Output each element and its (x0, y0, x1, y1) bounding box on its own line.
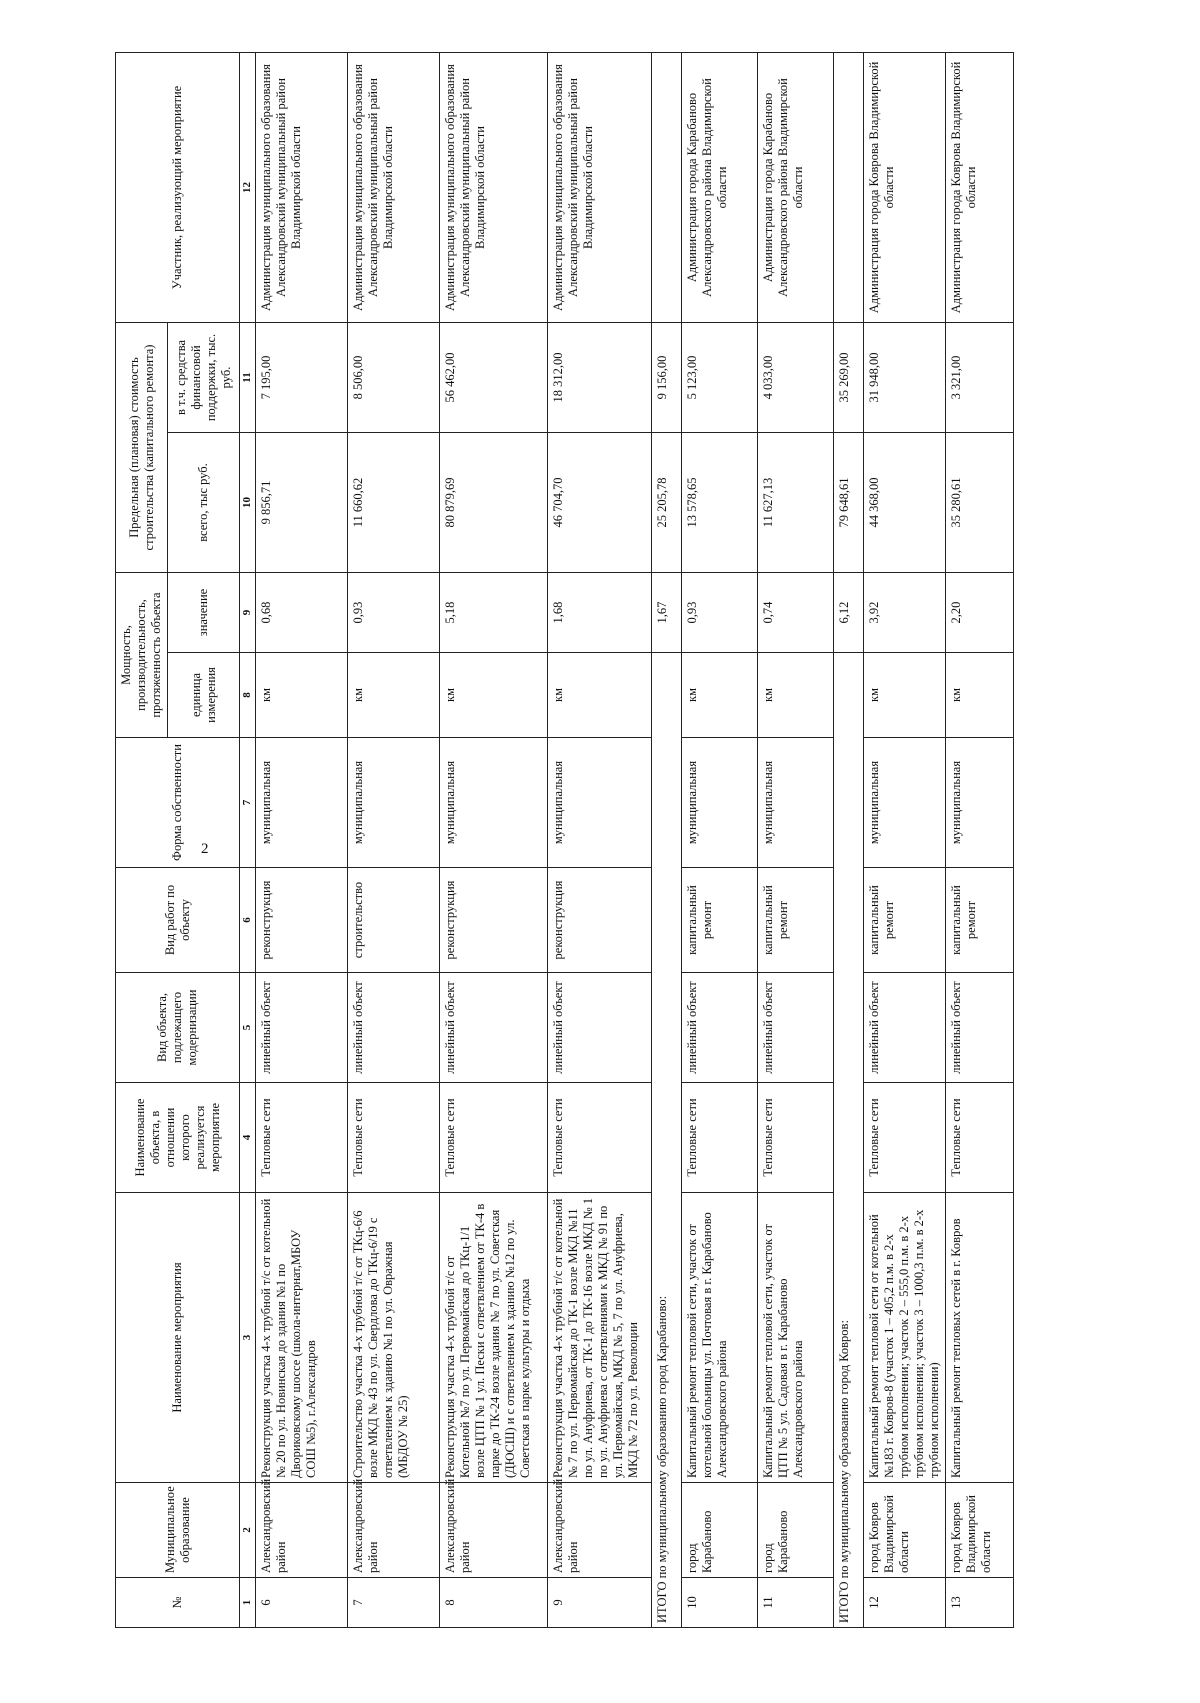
col-num: 2 (240, 1483, 256, 1578)
header-ownership: Форма собственности (116, 738, 240, 868)
row-unit: км (864, 653, 946, 738)
row-value: 0,74 (758, 573, 834, 653)
header-cost: Предельная (плановая) стоимость строительства (капитального ремонта) (116, 323, 168, 573)
row-number: 10 (682, 1578, 758, 1628)
row-participant: Администрация муниципального образования Александровский муниципальный район Владимирской области (440, 53, 548, 323)
row-object-name: Тепловые сети (440, 1083, 548, 1193)
row-object-name: Тепловые сети (864, 1083, 946, 1193)
table-row (440, 53, 548, 1628)
header-power: Мощность, производительность, протяженность объекта (116, 573, 168, 738)
row-object-name: Тепловые сети (946, 1083, 1014, 1193)
row-object-name: Тепловые сети (682, 1083, 758, 1193)
row-total-cost: 46 704,70 (548, 433, 652, 573)
row-municipality: город Карабаново (758, 1483, 834, 1578)
row-total-cost: 13 578,65 (682, 433, 758, 573)
row-measure-name: Капитальный ремонт тепловой сети, участок от котельной больницы ул. Почтовая в г. Карабаново Александровского района (682, 1193, 758, 1483)
row-support: 3 321,00 (946, 323, 1014, 433)
row-value: 0,93 (682, 573, 758, 653)
row-measure-name: Реконструкция участка 4-х трубной т/с от котельной № 7 по ул. Первомайская до ТК-1 возле МКД №11 по ул. Ануфриева, от ТК-1 до ТК-16 возле МКД № 1 по ул. Ануфриева с ответвлениями к МКД № 91 по ул. Первомайская, МКД № 5, 7 по ул. Ануфриева, МКД № 72 по ул. Революции (548, 1193, 652, 1483)
col-num: 3 (240, 1193, 256, 1483)
table-row (256, 53, 348, 1628)
rotated-table-container (115, 53, 1115, 1628)
row-ownership: муниципальная (256, 738, 348, 868)
row-measure-name: Реконструкция участка 4-х трубной т/с от котельной № 20 по ул. Новинская до здания №1 по Двориковскому шоссе (школа-интернат,МБОУ СОШ №5), г.Александров (256, 1193, 348, 1483)
measures-table (115, 52, 1014, 1628)
total-label: ИТОГО по муниципальному образованию город Ковров: (834, 653, 864, 1628)
row-total-cost: 11 627,13 (758, 433, 834, 573)
row-value: 0,93 (348, 573, 440, 653)
header-measure-name: Наименование мероприятия (116, 1193, 240, 1483)
row-total-cost: 44 368,00 (864, 433, 946, 573)
header-object-name: Наименование объекта, в отношении которого реализуется мероприятие (116, 1083, 240, 1193)
row-work-type: капитальный ремонт (758, 868, 834, 973)
row-number: 11 (758, 1578, 834, 1628)
row-work-type: капитальный ремонт (946, 868, 1014, 973)
total-participant-empty (834, 53, 864, 323)
row-total-cost: 11 660,62 (348, 433, 440, 573)
col-num: 12 (240, 53, 256, 323)
row-support: 7 195,00 (256, 323, 348, 433)
row-value: 5,18 (440, 573, 548, 653)
row-ownership: муниципальная (946, 738, 1014, 868)
row-ownership: муниципальная (348, 738, 440, 868)
row-support: 5 123,00 (682, 323, 758, 433)
row-object-name: Тепловые сети (758, 1083, 834, 1193)
row-number: 13 (946, 1578, 1014, 1628)
row-ownership: муниципальная (440, 738, 548, 868)
row-participant: Администрация муниципального образования Александровский муниципальный район Владимирской области (348, 53, 440, 323)
row-work-type: реконструкция (440, 868, 548, 973)
row-value: 0,68 (256, 573, 348, 653)
row-total-cost: 35 280,61 (946, 433, 1014, 573)
row-municipality: Александровский район (548, 1483, 652, 1578)
total-value: 1,67 (652, 573, 682, 653)
row-total-cost: 9 856,71 (256, 433, 348, 573)
row-object-type: линейный объект (946, 973, 1014, 1083)
row-object-type: линейный объект (256, 973, 348, 1083)
row-participant: Администрация города Коврова Владимирской области (864, 53, 946, 323)
col-num: 10 (240, 433, 256, 573)
header-work-type: Вид работ по объекту (116, 868, 240, 973)
row-number: 7 (348, 1578, 440, 1628)
total-cost: 79 648,61 (834, 433, 864, 573)
row-support: 18 312,00 (548, 323, 652, 433)
row-measure-name: Капитальный ремонт тепловых сетей в г. Ковров (946, 1193, 1014, 1483)
total-participant-empty (652, 53, 682, 323)
row-ownership: муниципальная (864, 738, 946, 868)
table-row (758, 53, 834, 1628)
row-measure-name: Строительство участка 4-х трубной т/с от ТКц-6/6 возле МКД № 43 по ул. Свердлова до ТКц-6/19 с ответвлением к зданию №1 по ул. Овражная (МБДОУ № 25) (348, 1193, 440, 1483)
row-participant: Администрация муниципального образования Александровский муниципальный район Владимирской области (256, 53, 348, 323)
row-work-type: строительство (348, 868, 440, 973)
row-number: 6 (256, 1578, 348, 1628)
row-municipality: город Ковров Владимирской области (864, 1483, 946, 1578)
col-num: 11 (240, 323, 256, 433)
row-object-type: линейный объект (864, 973, 946, 1083)
total-row (834, 53, 864, 1628)
header-participant: Участник, реализующий мероприятие (116, 53, 240, 323)
table-row (548, 53, 652, 1628)
row-measure-name: Капитальный ремонт тепловой сети, участок от ЦТП № 5 ул. Садовая в г. Карабаново Александровского района (758, 1193, 834, 1483)
header-value: значение (168, 573, 240, 653)
row-municipality: Александровский район (440, 1483, 548, 1578)
row-object-name: Тепловые сети (348, 1083, 440, 1193)
row-support: 56 462,00 (440, 323, 548, 433)
col-num: 9 (240, 573, 256, 653)
total-support: 9 156,00 (652, 323, 682, 433)
row-number: 9 (548, 1578, 652, 1628)
table-row (348, 53, 440, 1628)
row-unit: км (548, 653, 652, 738)
row-ownership: муниципальная (682, 738, 758, 868)
header-support: в т.ч. средства финансовой поддержки, тыс. руб. (168, 323, 240, 433)
row-support: 8 506,00 (348, 323, 440, 433)
row-participant: Администрация города Карабаново Александровского района Владимирской области (682, 53, 758, 323)
row-participant: Администрация муниципального образования Александровский муниципальный район Владимирской области (548, 53, 652, 323)
table-row (682, 53, 758, 1628)
row-object-type: линейный объект (440, 973, 548, 1083)
row-value: 3,92 (864, 573, 946, 653)
row-ownership: муниципальная (758, 738, 834, 868)
row-work-type: капитальный ремонт (864, 868, 946, 973)
total-label: ИТОГО по муниципальному образованию город Карабаново: (652, 653, 682, 1628)
row-unit: км (758, 653, 834, 738)
header-object-type: Вид объекта, подлежащего модернизации (116, 973, 240, 1083)
row-object-name: Тепловые сети (548, 1083, 652, 1193)
row-support: 4 033,00 (758, 323, 834, 433)
col-num: 8 (240, 653, 256, 738)
row-number: 8 (440, 1578, 548, 1628)
row-municipality: город Ковров Владимирской области (946, 1483, 1014, 1578)
row-measure-name: Реконструкция участка 4-х трубной т/с от Котельной №7 по ул. Первомайская до ТКц-1/1 возле ЦТП № 1 ул. Пески с ответвлением от ТК-4 в парке до ТК-24 возле здания № 7 по ул. Советская (ДЮСШ) и с ответвлением к зданию №12 по ул. Советская в парке культуры и отдыха (440, 1193, 548, 1483)
row-unit: км (256, 653, 348, 738)
row-ownership: муниципальная (548, 738, 652, 868)
row-value: 2,20 (946, 573, 1014, 653)
page-number: 2 (201, 841, 209, 857)
row-participant: Администрация города Карабаново Александровского района Владимирской области (758, 53, 834, 323)
row-municipality: Александровский район (256, 1483, 348, 1578)
table-row (946, 53, 1014, 1628)
row-measure-name: Капитальный ремонт тепловой сети от котельной №183 г. Ковров-8 (участок 1 – 405,2 п.м. в 2-х трубном исполнении; участок 2 – 555,0 п.м. в 2-х трубном исполнении; участок 3 – 1000,3 п.м. в 2-х трубном исполнении) (864, 1193, 946, 1483)
table-row (864, 53, 946, 1628)
row-municipality: город Карабаново (682, 1483, 758, 1578)
row-object-type: линейный объект (548, 973, 652, 1083)
total-support: 35 269,00 (834, 323, 864, 433)
row-support: 31 948,00 (864, 323, 946, 433)
header-unit: единица измерения (168, 653, 240, 738)
row-unit: км (682, 653, 758, 738)
row-object-type: линейный объект (682, 973, 758, 1083)
row-work-type: капитальный ремонт (682, 868, 758, 973)
col-num: 4 (240, 1083, 256, 1193)
row-unit: км (946, 653, 1014, 738)
total-value: 6,12 (834, 573, 864, 653)
row-number: 12 (864, 1578, 946, 1628)
col-num: 5 (240, 973, 256, 1083)
col-num: 6 (240, 868, 256, 973)
col-num: 1 (240, 1578, 256, 1628)
column-numbers-row (240, 53, 256, 1628)
col-num: 7 (240, 738, 256, 868)
row-unit: км (440, 653, 548, 738)
row-total-cost: 80 879,69 (440, 433, 548, 573)
total-cost: 25 205,78 (652, 433, 682, 573)
row-value: 1,68 (548, 573, 652, 653)
row-municipality: Александровский район (348, 1483, 440, 1578)
row-work-type: реконструкция (548, 868, 652, 973)
row-participant: Администрация города Коврова Владимирской области (946, 53, 1014, 323)
row-object-name: Тепловые сети (256, 1083, 348, 1193)
header-total-cost: всего, тыс руб. (168, 433, 240, 573)
header-number: № (116, 1578, 240, 1628)
header-municipality: Муниципальное образование (116, 1483, 240, 1578)
total-row (652, 53, 682, 1628)
row-object-type: линейный объект (348, 973, 440, 1083)
row-work-type: реконструкция (256, 868, 348, 973)
row-object-type: линейный объект (758, 973, 834, 1083)
row-unit: км (348, 653, 440, 738)
